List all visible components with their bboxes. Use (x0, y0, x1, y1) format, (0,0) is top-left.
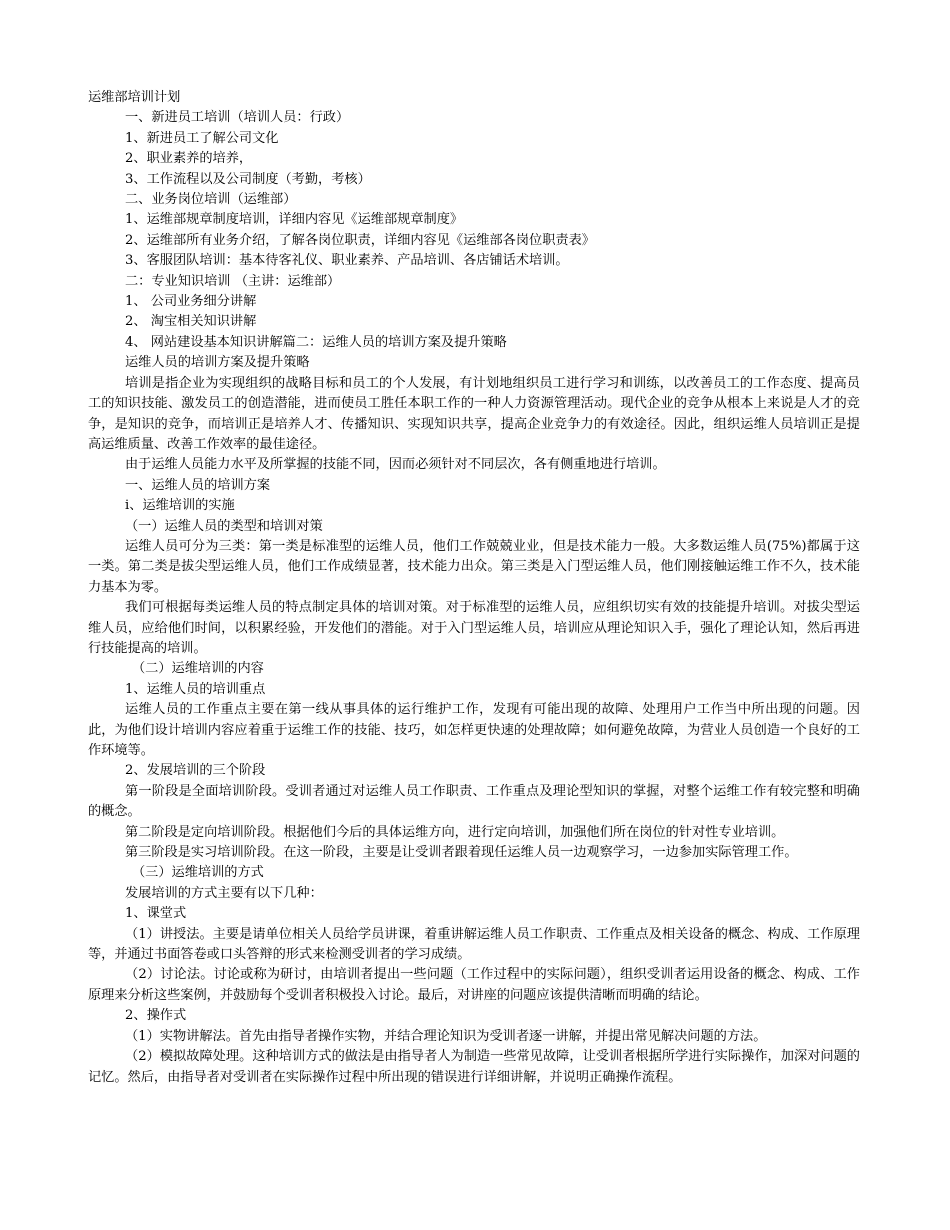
body-paragraph: （1）实物讲解法。首先由指导者操作实物，并结合理论知识为受训者逐一讲解，并提出常见解决问题的方法。 (125, 1028, 767, 1044)
body-line: （二）运维培训的内容 (132, 661, 264, 677)
body-line: 二：专业知识培训 （主讲：运维部） (125, 273, 341, 289)
body-line: 一、新进员工培训（培训人员：行政） (125, 110, 350, 126)
body-paragraph: （2）讨论法。讨论或称为研讨，由培训者提出一些问题（工作过程中的实际问题），组织受训者运用设备的概念、构成、工作原理来分析这些案例，并鼓励每个受训者积极投入讨论。最后，对讲座的问题应该提供清晰而明确的结论。 (88, 967, 860, 1003)
body-line: 1、新进员工了解公司文化 (125, 130, 279, 146)
body-line: 由于运维人员能力水平及所掌握的技能不同，因而必须针对不同层次，各有侧重地进行培训。 (125, 457, 666, 473)
body-line: 1、 公司业务细分讲解 (125, 294, 257, 310)
body-line: 发展培训的方式主要有以下几种： (125, 885, 323, 901)
body-line: （一）运维人员的类型和培训对策 (125, 518, 323, 534)
body-paragraph: 运维人员可分为三类：第一类是标准型的运维人员，他们工作兢兢业业，但是技术能力一般。大多数运维人员(75%)都属于这一类。第二类是拔尖型运维人员，他们工作成绩显著，技术能力出众。第三类是入门型运维人员，他们刚接触运维工作不久，技术能力基本为零。 (88, 538, 860, 595)
body-line: 2、操作式 (125, 1008, 187, 1024)
body-line: 一、运维人员的培训方案 (125, 477, 271, 493)
body-line: 2、 淘宝相关知识讲解 (125, 314, 257, 330)
body-paragraph: 运维人员的工作重点主要在第一线从事具体的运行维护工作，发现有可能出现的故障、处理用户工作当中所出现的问题。因此，为他们设计培训内容应着重于运维工作的技能、技巧，如怎样更快速的处理故障；如何避免故障，为营业人员创造一个良好的工作环境等。 (88, 702, 860, 758)
body-line: 2、运维部所有业务介绍，了解各岗位职责，详细内容见《运维部各岗位职责表》 (125, 232, 595, 248)
body-line: 1、运维部规章制度培训，详细内容见《运维部规章制度》 (125, 212, 464, 228)
body-line: 1、课堂式 (125, 906, 187, 922)
body-line: 2、职业素养的培养， (125, 151, 253, 167)
body-paragraph: （2）模拟故障处理。这种培训方式的做法是由指导者人为制造一些常见故障，让受训者根据所学进行实际操作，加深对问题的记忆。然后，由指导者对受训者在实际操作过程中所出现的错误进行详细讲解，并说明正确操作流程。 (88, 1049, 860, 1085)
document-title: 运维部培训计划 (88, 90, 181, 105)
body-line: 运维人员的培训方案及提升策略 (125, 355, 310, 371)
document-body (88, 108, 860, 1088)
body-paragraph: （1）讲授法。主要是请单位相关人员给学员讲课，着重讲解运维人员工作职责、工作重点及相关设备的概念、构成、工作原理等，并通过书面答卷或口头答辩的形式来检测受训者的学习成绩。 (88, 926, 860, 963)
body-line: 3、工作流程以及公司制度（考勤，考核） (125, 171, 371, 187)
body-line: 4、 网站建设基本知识讲解篇二：运维人员的培训方案及提升策略 (125, 334, 507, 350)
body-line: 2、发展培训的三个阶段 (125, 763, 266, 779)
body-paragraph: 第三阶段是实习培训阶段。在这一阶段，主要是让受训者跟着现任运维人员一边观察学习，一边参加实际管理工作。 (125, 845, 798, 861)
body-line: 3、客服团队培训：基本待客礼仪、职业素养、产品培训、各店铺话术培训。 (125, 253, 569, 269)
body-paragraph: 培训是指企业为实现组织的战略目标和员工的个人发展，有计划地组织员工进行学习和训练，以改善员工的工作态度、提高员工的知识技能、激发员工的创造潜能，进而使员工胜任本职工作的一种人力资源管理活动。现代企业的竞争从根本上来说是人才的竞争，是知识的竞争，而培训正是培养人才、传播知识、实现知识共享，提高企业竞争力的有效途径。因此，组织运维人员培训正是提高运维质量、改善工作效率的最佳途径。 (88, 375, 860, 452)
body-line: 二、业务岗位培训（运维部） (125, 192, 297, 208)
body-paragraph: 我们可根据每类运维人员的特点制定具体的培训对策。对于标准型的运维人员，应组织切实有效的技能提升培训。对拔尖型运维人员，应给他们时间，以积累经验，开发他们的潜能。对于入门型运维人员，培训应从理论知识入手，强化了理论认知，然后再进行技能提高的培训。 (88, 600, 860, 656)
body-paragraph: 第二阶段是定向培训阶段。根据他们今后的具体运维方向，进行定向培训，加强他们所在岗位的针对性专业培训。 (125, 824, 785, 840)
body-paragraph: 第一阶段是全面培训阶段。受训者通过对运维人员工作职责、工作重点及理论型知识的掌握，对整个运维工作有较完整和明确的概念。 (88, 783, 860, 820)
document-page (88, 88, 860, 1088)
body-line: （三）运维培训的方式 (132, 865, 264, 881)
body-line: ⅰ、运维培训的实施 (125, 498, 235, 514)
body-line: 1、运维人员的培训重点 (125, 681, 266, 697)
